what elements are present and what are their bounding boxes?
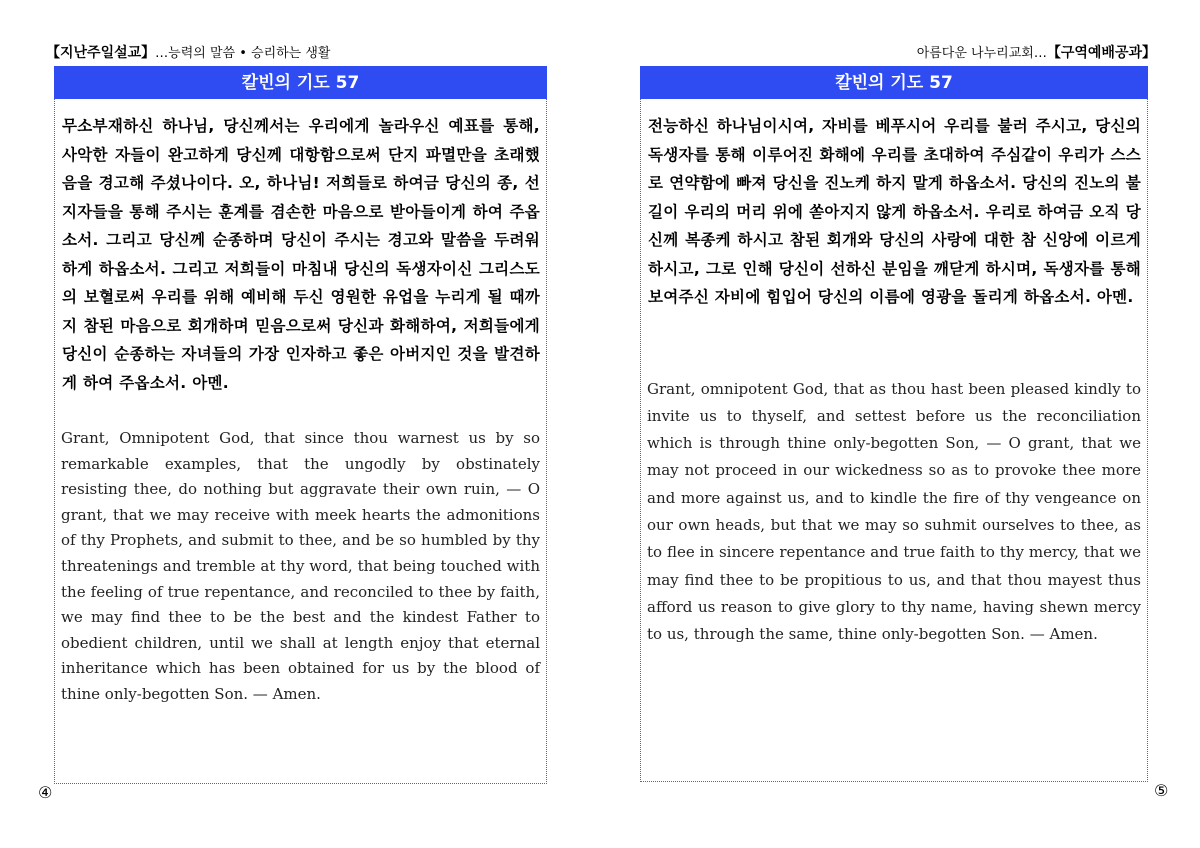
right-korean-prayer: 전능하신 하나님이시여, 자비를 베푸시어 우리를 불러 주시고, 당신의 독생자를 통해 이루어진 화해에 우리를 초대하여 주심같이 우리가 스스로 연약함에 빠져 당신을 진노케 하지 말게 하옵소서. 당신의 진노의 불길이 우리의 머리 위에 쏟아지지 않게 하옵소서. 우리로 하여금 오직 당신께 복종케 하시고 참된 회개와 당신의 사랑에 대한 참 신앙에 이르게 하시고, 그로 인해 당신이 선하신 분임을 깨닫게 하시며, 독생자를 통해 보여주신 자비에 힘입어 당신의 이름에 영광을 돌리게 하옵소서. 아멘. [648, 117, 1141, 306]
left-section-subtitle: …능력의 말씀 • 승리하는 생활 [155, 46, 331, 61]
left-korean-prayer: 무소부재하신 하나님, 당신께서는 우리에게 놀라우신 예표를 통해, 사악한 자들이 완고하게 당신께 대항함으로써 단지 파멸만을 초래했음을 경고해 주셨나이다. 오, 하나님! 저희들로 하여금 당신의 종, 선지자들을 통해 주시는 훈계를 겸손한 마음으로 받아들이게 하여 주옵소서. 그리고 당신께 순종하며 당신이 주시는 경고와 말씀을 두려워하게 하옵소서. 그리고 저희들이 마침내 당신의 독생자이신 그리스도의 보혈로써 우리를 위해 예비해 두신 영원한 유업을 누리게 될 때까지 참된 마음으로 회개하며 믿음으로써 당신과 화해하여, 저희들에게 당신이 순종하는 자녀들의 가장 인자하고 좋은 아버지인 것을 발견하게 하여 주옵소서. 아멘. [62, 117, 540, 392]
left-page-number: ④ [38, 783, 53, 802]
right-prayer-box [640, 66, 1148, 782]
left-english-prayer: Grant, Omnipotent God, that since thou warnest us by so remarkable examples, that the ungodly by obstinately resisting thee, do nothing but aggravate their own ruin, — O grant, that we may receive with meek hearts the admonitions of thy Prophets, and submit to thee, and be so humbled by thy threatenings and tremble at thy word, that being touched with the feeling of true repentance, and reconciled to thee by faith, we may find thee to be the best and the kindest Father to obedient children, until we shall at length enjoy that eternal inheritance which has been obtained for us by the blood of thine only-begotten Son. — Amen. [61, 429, 540, 703]
right-section-label: 【구역예배공과】 [1046, 45, 1156, 61]
right-section-subtitle: 아름다운 나누리교회… [916, 46, 1047, 61]
right-page-number: ⑤ [1154, 781, 1169, 800]
right-running-head [917, 44, 1156, 63]
right-page [600, 0, 1200, 848]
left-running-head [46, 44, 331, 63]
right-prayer-title: 칼빈의 기도 57 [640, 66, 1148, 99]
left-prayer-title: 칼빈의 기도 57 [54, 66, 547, 99]
left-prayer-box [54, 66, 547, 784]
right-english-prayer: Grant, omnipotent God, that as thou hast been pleased kindly to invite us to thyself, and settest before us the reconciliation which is through thine only-begotten Son, — O grant, that we may not proceed in our wickedness so as to provoke thee more and more against us, and to kindle the fire of thy vengeance on our own heads, but that we may so suhmit ourselves to thee, as to flee in sincere repentance and true faith to thy mercy, that we may find thee to be propitious to us, and that thou mayest thus afford us reason to give glory to thy name, having shewn mercy to us, through the same, thine only-begotten Son. — Amen. [647, 379, 1141, 644]
left-section-label: 【지난주일설교】 [46, 45, 156, 61]
